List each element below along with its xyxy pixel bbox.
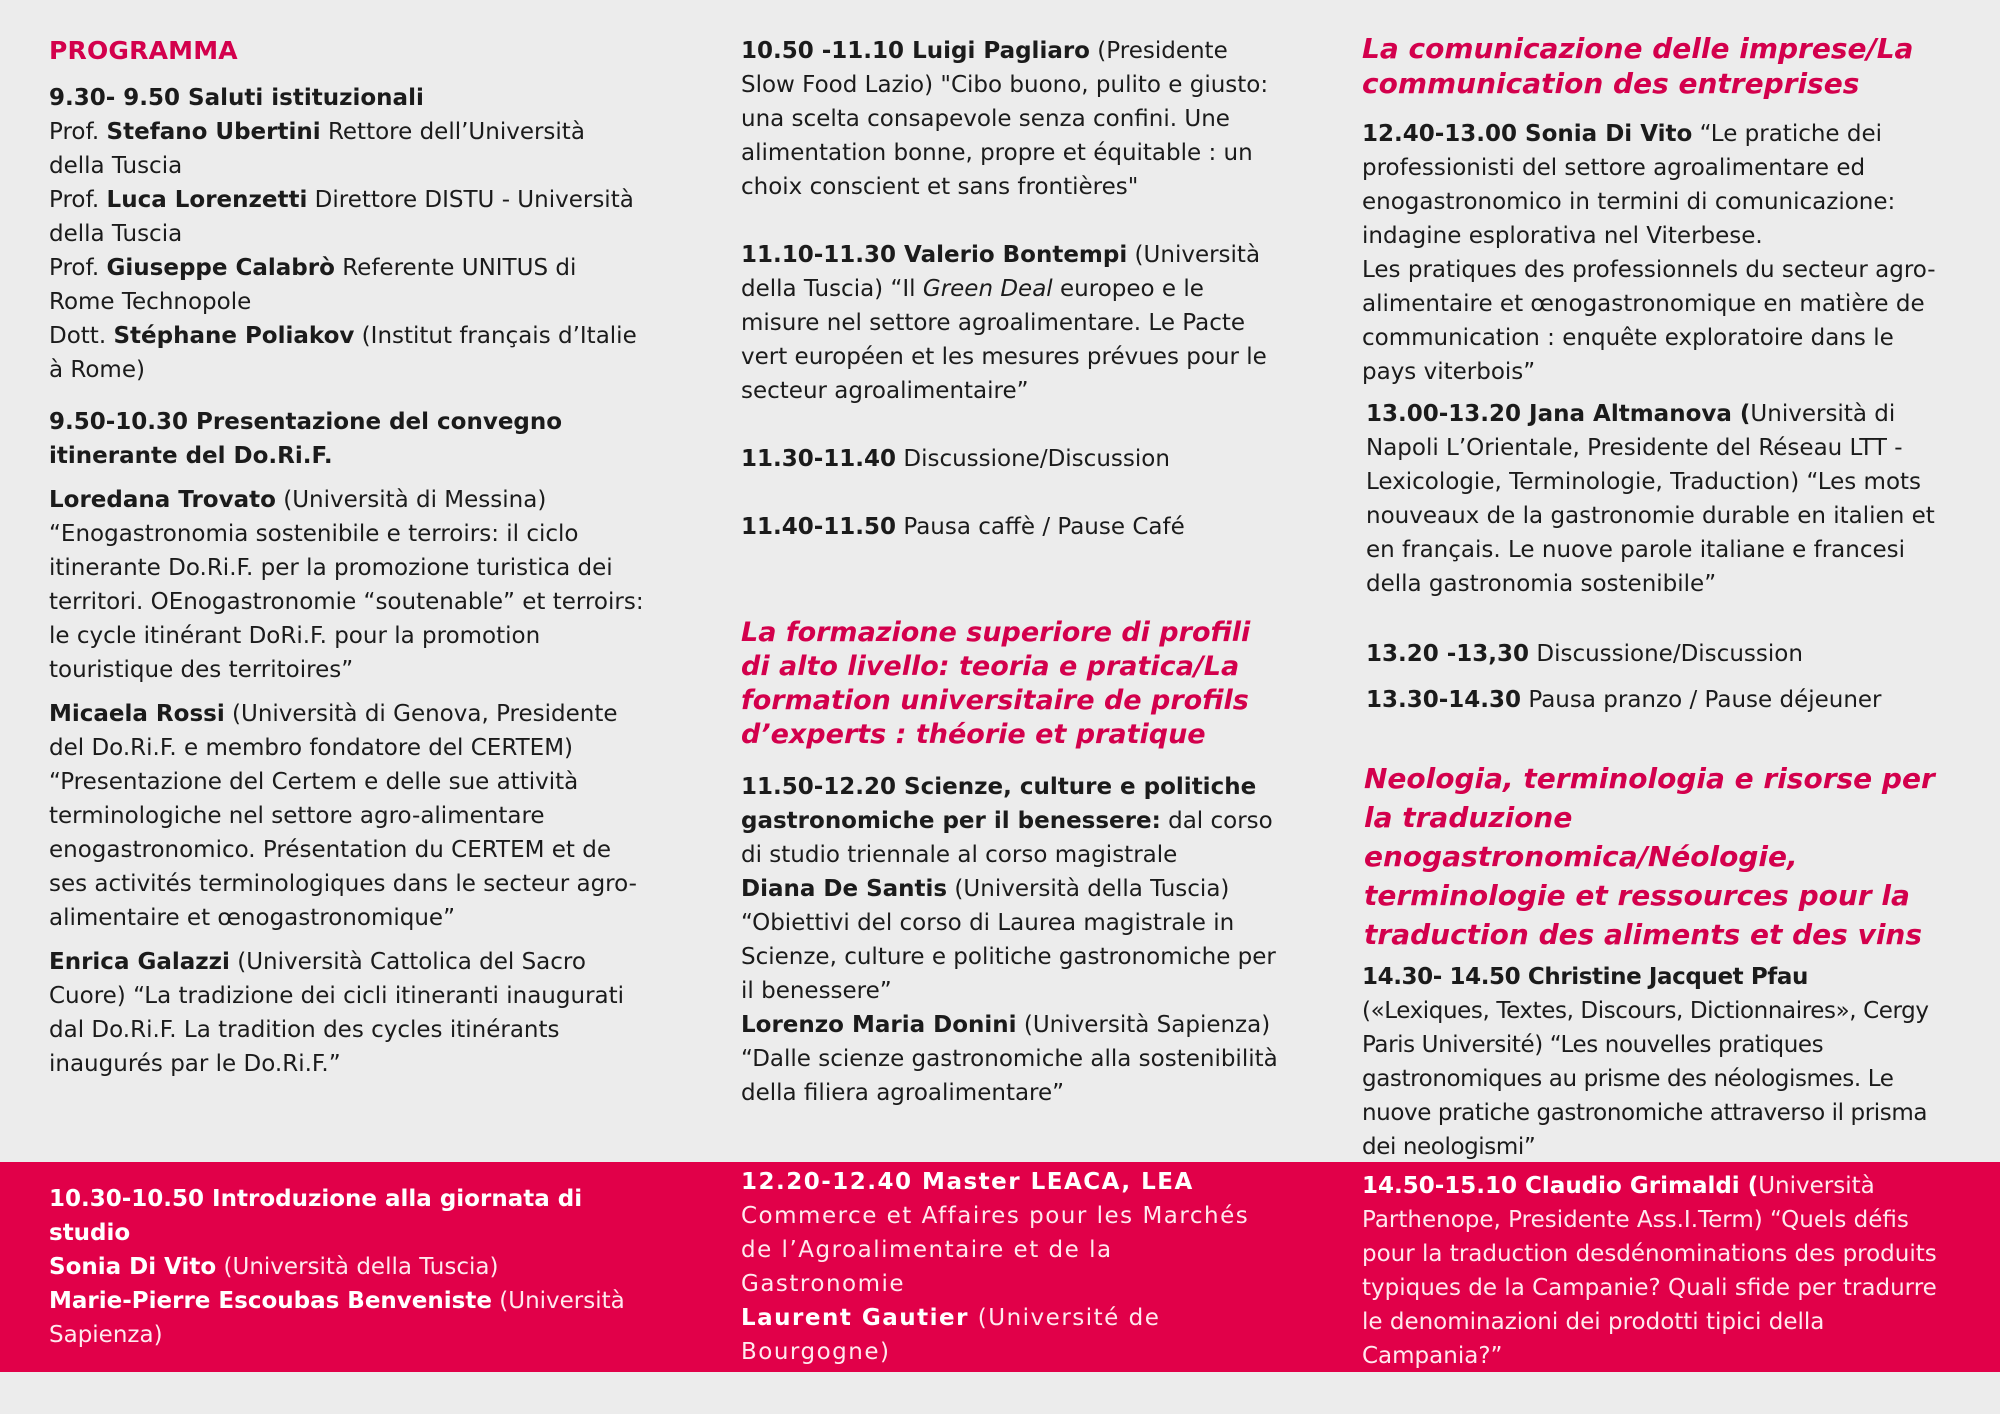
talk-entry: Lorenzo Maria Donini (Università Sapienza) “Dalle scienze gastronomiche alla sostenibilità della filiera agroalimentare” xyxy=(741,1012,1278,1106)
session-title: 10.30-10.50 Introduzione alla giornata di studio xyxy=(49,1186,583,1246)
talk-entry: Diana De Santis (Università della Tuscia) “Obiettivi del corso di Laurea magistrale in Scienze, culture e politiche gastronomiche per il benessere” xyxy=(741,876,1276,1004)
bottom-band xyxy=(0,1162,2000,1372)
column-2 xyxy=(741,0,1281,1110)
section-title: Neologia, terminologia e risorse per la traduzione enogastronomica/Néologie, terminologie et ressources pour la traduction des aliments et des vins xyxy=(1364,762,1935,951)
talk-entry: Micaela Rossi (Università di Genova, Presidente del Do.Ri.F. e membro fondatore del CERTEM) “Presentazione del Certem e delle sue attività terminologiche nel settore agro-alimentare enogastronomico. Présentation du CERTEM et de ses activités terminologiques dans le secteur agro-alimentaire et œnogastronomique” xyxy=(49,701,637,931)
column-3 xyxy=(1362,0,1942,1164)
band-column-3 xyxy=(1362,1169,1942,1373)
session-title: 12.20-12.40 Master LEACA, LEA xyxy=(741,1169,1194,1195)
speaker-entry: Sonia Di Vito (Università della Tuscia) xyxy=(49,1254,499,1280)
talk-entry: 14.30- 14.50 Christine Jacquet Pfau («Lexiques, Textes, Discours, Dictionnaires», Cergy Paris Université) “Les nouvelles pratiques gastronomiques au prisme des néologismes. Le nuove pratiche gastronomiche attraverso il prisma dei neologismi” xyxy=(1362,964,1929,1160)
discussion-entry: 13.20 -13,30 Discussione/Discussion xyxy=(1366,641,1803,667)
section-title: La comunicazione delle imprese/La communication des entreprises xyxy=(1362,32,1914,100)
break-entry: 13.30-14.30 Pausa pranzo / Pause déjeuner xyxy=(1366,687,1882,713)
talk-entry: 13.00-13.20 Jana Altmanova (Università di Napoli L’Orientale, Presidente del Réseau LTT - Lexicologie, Terminologie, Traduction) “Les mots nouveaux de la gastronomie durable en italien et en français. Le nuove parole italiane e francesi della gastronomia sostenibile” xyxy=(1366,401,1935,597)
session-title: 9.30- 9.50 Saluti istituzionali xyxy=(49,85,424,111)
talk-entry: 14.50-15.10 Claudio Grimaldi (Università Parthenope, Presidente Ass.I.Term) “Quels défis pour la traduction desdénominations des produits typiques de la Campanie? Quali sfide per tradurre le denominazioni dei prodotti tipici della Campania?” xyxy=(1362,1173,1937,1369)
talk-entry: 12.40-13.00 Sonia Di Vito “Le pratiche dei professionisti del settore agroalimentare ed enogastronomico in termini di comunicazione: indagine esplorativa nel Viterbese. xyxy=(1362,121,1896,249)
session-title: 9.50-10.30 Presentazione del convegno itinerante del Do.Ri.F. xyxy=(49,409,563,469)
talk-entry: 11.50-12.20 Scienze, culture e politiche gastronomiche per il benessere: dal corso di studio triennale al corso magistrale xyxy=(741,774,1273,868)
programma-heading: PROGRAMMA xyxy=(49,36,238,65)
talk-entry: 11.10-11.30 Valerio Bontempi (Università della Tuscia) “Il Green Deal europeo e le misure nel settore agroalimentare. Le Pacte vert européen et les mesures prévues pour le secteur agroalimentaire” xyxy=(741,242,1267,404)
program-description: Commerce et Affaires pour les Marchés de l’Agroalimentaire et de la Gastronomie xyxy=(741,1203,1250,1297)
speaker-entry: Marie-Pierre Escoubas Benveniste (Università Sapienza) xyxy=(49,1288,625,1348)
speaker-entry: Prof. Stefano Ubertini Rettore dell’Università della Tuscia xyxy=(49,119,585,179)
break-entry: 11.40-11.50 Pausa caffè / Pause Café xyxy=(741,514,1185,540)
speaker-entry: Dott. Stéphane Poliakov (Institut français d’Italie à Rome) xyxy=(49,323,637,383)
band-column-2 xyxy=(741,1165,1281,1369)
speaker-entry: Laurent Gautier (Université de Bourgogne) xyxy=(741,1305,1161,1365)
talk-entry-fr: Les pratiques des professionnels du secteur agro-alimentaire et œnogastronomique en matière de communication : enquête exploratoire dans le pays viterbois” xyxy=(1362,257,1936,385)
talk-entry: Enrica Galazzi (Università Cattolica del Sacro Cuore) “La tradizione dei cicli itineranti inaugurati dal Do.Ri.F. La tradition des cycles itinérants inaugurés par le Do.Ri.F.” xyxy=(49,949,625,1077)
speaker-entry: Prof. Giuseppe Calabrò Referente UNITUS di Rome Technopole xyxy=(49,255,577,315)
talk-entry: 10.50 -11.10 Luigi Pagliaro (Presidente Slow Food Lazio) "Cibo buono, pulito e giusto: una scelta consapevole senza confini. Une alimentation bonne, propre et équitable : un choix conscient et sans frontières" xyxy=(741,38,1269,200)
section-title: La formazione superiore di profili di alto livello: teoria e pratica/La formation universitaire de profils d’experts : théorie et pratique xyxy=(741,617,1251,750)
column-1 xyxy=(49,0,644,1081)
talk-entry: Loredana Trovato (Università di Messina) “Enogastronomia sostenibile e terroirs: il ciclo itinerante Do.Ri.F. per la promozione turistica dei territori. OEnogastronomie “soutenable” et terroirs: le cycle itinérant DoRi.F. pour la promotion touristique des territoires” xyxy=(49,487,644,683)
speaker-entry: Prof. Luca Lorenzetti Direttore DISTU - Università della Tuscia xyxy=(49,187,634,247)
band-column-1 xyxy=(49,1182,629,1352)
discussion-entry: 11.30-11.40 Discussione/Discussion xyxy=(741,446,1170,472)
